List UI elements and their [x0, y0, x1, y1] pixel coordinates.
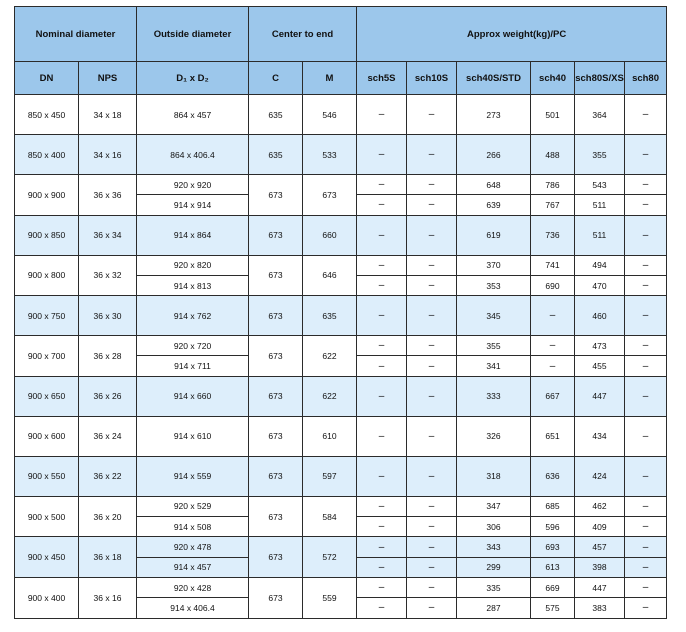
sch5s-weight-cell: –	[357, 215, 407, 255]
sch10s-weight-cell: –	[407, 255, 457, 275]
table-row	[15, 336, 667, 356]
reducing-tee-weight-table	[14, 6, 667, 619]
sch40s-weight-cell: 345	[457, 296, 531, 336]
table-row	[15, 577, 667, 597]
sch40-weight-cell: 741	[531, 255, 575, 275]
table-row	[15, 496, 667, 516]
sch80s-weight-cell: 462	[575, 496, 625, 516]
m-cell: 622	[303, 336, 357, 377]
center-to-end-header: Center to end	[249, 7, 357, 62]
dn-cell: 900 x 850	[15, 215, 79, 255]
dn-cell: 900 x 500	[15, 496, 79, 537]
sch80-weight-cell: –	[625, 95, 667, 135]
outside-diameter-cell: 920 x 820	[137, 255, 249, 275]
sch40-weight-cell: 613	[531, 557, 575, 577]
sch80-weight-cell: –	[625, 598, 667, 618]
table-body	[15, 95, 667, 619]
sch40-weight-cell: –	[531, 356, 575, 376]
c-header: C	[249, 62, 303, 95]
sch40s-weight-cell: 326	[457, 416, 531, 456]
dn-cell: 900 x 900	[15, 175, 79, 216]
outside-diameter-cell: 914 x 559	[137, 456, 249, 496]
header-row-sub	[15, 62, 667, 95]
sch10s-weight-cell: –	[407, 598, 457, 618]
outside-diameter-cell: 920 x 428	[137, 577, 249, 597]
table-row	[15, 296, 667, 336]
sch80-weight-cell: –	[625, 376, 667, 416]
table-row	[15, 135, 667, 175]
c-cell: 673	[249, 416, 303, 456]
m-cell: 533	[303, 135, 357, 175]
sch10s-weight-cell: –	[407, 95, 457, 135]
sch40-weight-cell: 575	[531, 598, 575, 618]
sch80-weight-cell: –	[625, 496, 667, 516]
sch80s-weight-cell: 457	[575, 537, 625, 557]
sch10s-weight-cell: –	[407, 215, 457, 255]
sch40-weight-cell: 636	[531, 456, 575, 496]
sch40s-weight-cell: 355	[457, 336, 531, 356]
sch80s-weight-cell: 511	[575, 195, 625, 215]
sch40-header: sch40	[531, 62, 575, 95]
outside-diameter-cell: 914 x 813	[137, 275, 249, 295]
sch5s-weight-cell: –	[357, 517, 407, 537]
sch10s-weight-cell: –	[407, 296, 457, 336]
sch80-weight-cell: –	[625, 537, 667, 557]
c-cell: 673	[249, 296, 303, 336]
nps-cell: 36 x 20	[79, 496, 137, 537]
sch80s-weight-cell: 447	[575, 577, 625, 597]
c-cell: 673	[249, 376, 303, 416]
c-cell: 673	[249, 175, 303, 216]
sch10s-weight-cell: –	[407, 557, 457, 577]
sch80s-weight-cell: 543	[575, 175, 625, 195]
table-row	[15, 416, 667, 456]
m-cell: 597	[303, 456, 357, 496]
nps-cell: 36 x 28	[79, 336, 137, 377]
sch10s-weight-cell: –	[407, 577, 457, 597]
outside-diameter-cell: 914 x 914	[137, 195, 249, 215]
dn-cell: 900 x 450	[15, 537, 79, 578]
sch80s-weight-cell: 409	[575, 517, 625, 537]
sch40s-weight-cell: 341	[457, 356, 531, 376]
sch40-weight-cell: 685	[531, 496, 575, 516]
sch80s-weight-cell: 434	[575, 416, 625, 456]
sch80-weight-cell: –	[625, 336, 667, 356]
sch5s-weight-cell: –	[357, 496, 407, 516]
c-cell: 635	[249, 135, 303, 175]
c-cell: 673	[249, 456, 303, 496]
sch40-weight-cell: 596	[531, 517, 575, 537]
sch10s-weight-cell: –	[407, 496, 457, 516]
sch80-weight-cell: –	[625, 356, 667, 376]
sch40-weight-cell: –	[531, 296, 575, 336]
sch80-header: sch80	[625, 62, 667, 95]
sch5s-weight-cell: –	[357, 577, 407, 597]
m-cell: 622	[303, 376, 357, 416]
sch40s-weight-cell: 333	[457, 376, 531, 416]
sch10s-weight-cell: –	[407, 336, 457, 356]
sch40-weight-cell: 767	[531, 195, 575, 215]
sch10s-weight-cell: –	[407, 356, 457, 376]
table-row	[15, 255, 667, 275]
sch40s-weight-cell: 353	[457, 275, 531, 295]
header-row-top	[15, 7, 667, 62]
c-cell: 635	[249, 95, 303, 135]
outside-diameter-cell: 864 x 406.4	[137, 135, 249, 175]
m-cell: 646	[303, 255, 357, 296]
sch40-weight-cell: 690	[531, 275, 575, 295]
sch40-weight-cell: 488	[531, 135, 575, 175]
outside-diameter-cell: 864 x 457	[137, 95, 249, 135]
sch80s-weight-cell: 494	[575, 255, 625, 275]
sch40-weight-cell: 786	[531, 175, 575, 195]
sch5s-weight-cell: –	[357, 255, 407, 275]
sch80s-weight-cell: 383	[575, 598, 625, 618]
sch10s-weight-cell: –	[407, 517, 457, 537]
outside-diameter-cell: 914 x 610	[137, 416, 249, 456]
sch10s-weight-cell: –	[407, 275, 457, 295]
sch80-weight-cell: –	[625, 456, 667, 496]
sch10s-weight-cell: –	[407, 456, 457, 496]
nominal-diameter-header: Nominal diameter	[15, 7, 137, 62]
sch40-weight-cell: 736	[531, 215, 575, 255]
sch40s-weight-cell: 639	[457, 195, 531, 215]
c-cell: 673	[249, 577, 303, 618]
m-header: M	[303, 62, 357, 95]
sch80-weight-cell: –	[625, 215, 667, 255]
outside-diameter-cell: 920 x 478	[137, 537, 249, 557]
sch5s-weight-cell: –	[357, 175, 407, 195]
sch80s-header: sch80S/XS	[575, 62, 625, 95]
sch40s-weight-cell: 318	[457, 456, 531, 496]
sch80-weight-cell: –	[625, 275, 667, 295]
sch5s-weight-cell: –	[357, 537, 407, 557]
sch80s-weight-cell: 447	[575, 376, 625, 416]
sch40s-weight-cell: 619	[457, 215, 531, 255]
sch5s-weight-cell: –	[357, 598, 407, 618]
sch5s-weight-cell: –	[357, 416, 407, 456]
dn-cell: 900 x 650	[15, 376, 79, 416]
sch10s-weight-cell: –	[407, 135, 457, 175]
sch10s-weight-cell: –	[407, 376, 457, 416]
m-cell: 559	[303, 577, 357, 618]
dn-cell: 900 x 800	[15, 255, 79, 296]
sch80-weight-cell: –	[625, 577, 667, 597]
sch80-weight-cell: –	[625, 135, 667, 175]
sch80-weight-cell: –	[625, 195, 667, 215]
m-cell: 660	[303, 215, 357, 255]
sch5s-weight-cell: –	[357, 95, 407, 135]
outside-diameter-cell: 914 x 508	[137, 517, 249, 537]
sch5s-weight-cell: –	[357, 376, 407, 416]
sch10s-weight-cell: –	[407, 195, 457, 215]
sch5s-weight-cell: –	[357, 356, 407, 376]
nps-cell: 36 x 24	[79, 416, 137, 456]
d1xd2-header: D₁ x D₂	[137, 62, 249, 95]
c-cell: 673	[249, 215, 303, 255]
sch40s-weight-cell: 273	[457, 95, 531, 135]
sch40s-weight-cell: 287	[457, 598, 531, 618]
table-row	[15, 456, 667, 496]
outside-diameter-cell: 920 x 720	[137, 336, 249, 356]
sch40s-weight-cell: 343	[457, 537, 531, 557]
sch40-weight-cell: 651	[531, 416, 575, 456]
sch40-weight-cell: 669	[531, 577, 575, 597]
sch80s-weight-cell: 460	[575, 296, 625, 336]
c-cell: 673	[249, 255, 303, 296]
sch80-weight-cell: –	[625, 557, 667, 577]
sch5s-weight-cell: –	[357, 275, 407, 295]
dn-header: DN	[15, 62, 79, 95]
sch5s-weight-cell: –	[357, 456, 407, 496]
sch40-weight-cell: 667	[531, 376, 575, 416]
table-row	[15, 376, 667, 416]
sch40s-weight-cell: 266	[457, 135, 531, 175]
sch10s-weight-cell: –	[407, 175, 457, 195]
c-cell: 673	[249, 496, 303, 537]
dn-cell: 900 x 700	[15, 336, 79, 377]
pipe-tee-table-container	[14, 6, 666, 619]
sch40s-weight-cell: 370	[457, 255, 531, 275]
sch5s-weight-cell: –	[357, 195, 407, 215]
sch5s-weight-cell: –	[357, 557, 407, 577]
m-cell: 635	[303, 296, 357, 336]
outside-diameter-cell: 914 x 660	[137, 376, 249, 416]
outside-diameter-header: Outside diameter	[137, 7, 249, 62]
m-cell: 546	[303, 95, 357, 135]
outside-diameter-cell: 914 x 711	[137, 356, 249, 376]
sch80-weight-cell: –	[625, 255, 667, 275]
outside-diameter-cell: 920 x 529	[137, 496, 249, 516]
sch40s-weight-cell: 648	[457, 175, 531, 195]
table-row	[15, 537, 667, 557]
sch80s-weight-cell: 398	[575, 557, 625, 577]
approx-weight-header: Approx weight(kg)/PC	[357, 7, 667, 62]
nps-cell: 36 x 32	[79, 255, 137, 296]
outside-diameter-cell: 914 x 864	[137, 215, 249, 255]
m-cell: 572	[303, 537, 357, 578]
sch80s-weight-cell: 364	[575, 95, 625, 135]
outside-diameter-cell: 920 x 920	[137, 175, 249, 195]
dn-cell: 900 x 750	[15, 296, 79, 336]
sch5s-header: sch5S	[357, 62, 407, 95]
sch80-weight-cell: –	[625, 517, 667, 537]
sch80s-weight-cell: 470	[575, 275, 625, 295]
outside-diameter-cell: 914 x 762	[137, 296, 249, 336]
dn-cell: 850 x 400	[15, 135, 79, 175]
sch40-weight-cell: 501	[531, 95, 575, 135]
sch80s-weight-cell: 355	[575, 135, 625, 175]
sch80-weight-cell: –	[625, 175, 667, 195]
nps-cell: 36 x 34	[79, 215, 137, 255]
sch40-weight-cell: –	[531, 336, 575, 356]
m-cell: 584	[303, 496, 357, 537]
nps-cell: 36 x 18	[79, 537, 137, 578]
outside-diameter-cell: 914 x 406.4	[137, 598, 249, 618]
nps-cell: 34 x 16	[79, 135, 137, 175]
m-cell: 673	[303, 175, 357, 216]
sch10s-weight-cell: –	[407, 416, 457, 456]
sch5s-weight-cell: –	[357, 296, 407, 336]
nps-cell: 36 x 36	[79, 175, 137, 216]
table-row	[15, 215, 667, 255]
nps-cell: 36 x 16	[79, 577, 137, 618]
nps-cell: 34 x 18	[79, 95, 137, 135]
sch10s-header: sch10S	[407, 62, 457, 95]
table-row	[15, 95, 667, 135]
sch80s-weight-cell: 424	[575, 456, 625, 496]
sch10s-weight-cell: –	[407, 537, 457, 557]
nps-header: NPS	[79, 62, 137, 95]
sch80s-weight-cell: 511	[575, 215, 625, 255]
c-cell: 673	[249, 336, 303, 377]
sch80-weight-cell: –	[625, 296, 667, 336]
nps-cell: 36 x 22	[79, 456, 137, 496]
sch40s-weight-cell: 299	[457, 557, 531, 577]
sch40s-weight-cell: 306	[457, 517, 531, 537]
nps-cell: 36 x 30	[79, 296, 137, 336]
sch40-weight-cell: 693	[531, 537, 575, 557]
sch5s-weight-cell: –	[357, 336, 407, 356]
sch40s-weight-cell: 335	[457, 577, 531, 597]
dn-cell: 900 x 600	[15, 416, 79, 456]
sch80-weight-cell: –	[625, 416, 667, 456]
c-cell: 673	[249, 537, 303, 578]
outside-diameter-cell: 914 x 457	[137, 557, 249, 577]
sch80s-weight-cell: 455	[575, 356, 625, 376]
sch40s-header: sch40S/STD	[457, 62, 531, 95]
sch80s-weight-cell: 473	[575, 336, 625, 356]
table-row	[15, 175, 667, 195]
dn-cell: 900 x 550	[15, 456, 79, 496]
dn-cell: 850 x 450	[15, 95, 79, 135]
sch40s-weight-cell: 347	[457, 496, 531, 516]
m-cell: 610	[303, 416, 357, 456]
sch5s-weight-cell: –	[357, 135, 407, 175]
nps-cell: 36 x 26	[79, 376, 137, 416]
dn-cell: 900 x 400	[15, 577, 79, 618]
